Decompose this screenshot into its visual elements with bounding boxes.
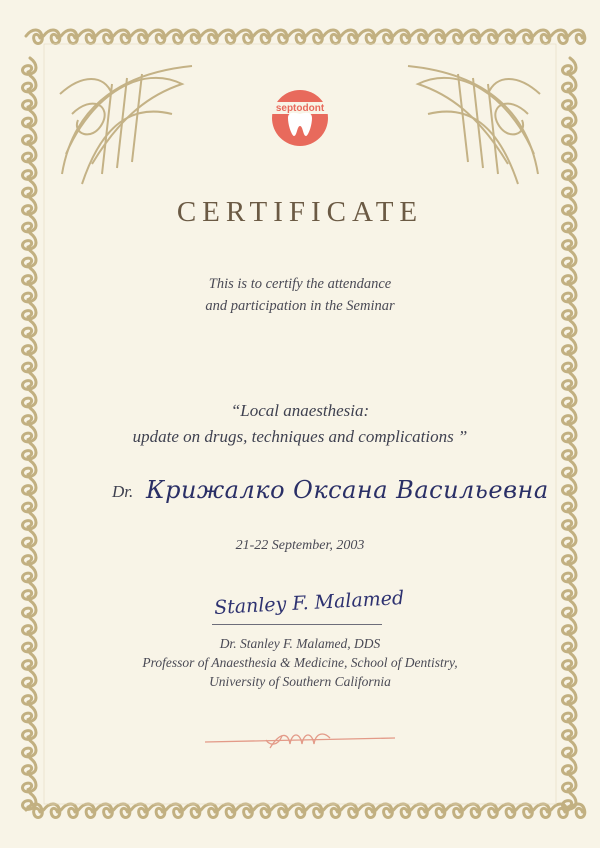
border-knot [236, 30, 252, 43]
border-knot [23, 741, 36, 757]
border-knot [201, 804, 217, 817]
border-knot [429, 804, 445, 817]
border-knot [23, 146, 36, 162]
border-knot [23, 356, 36, 372]
border-knot [23, 706, 36, 722]
border-knot [23, 163, 36, 179]
border-knot [254, 804, 270, 817]
border-knot [23, 793, 36, 809]
border-knot [464, 804, 480, 817]
signer-university: University of Southern California [209, 674, 391, 689]
border-knot [271, 30, 287, 43]
border-knot [184, 804, 200, 817]
border-knot [23, 583, 36, 599]
border-knot [271, 804, 287, 817]
recipient-name: Крижалко Оксана Васильевна [146, 476, 549, 504]
handwritten-signature: Stanley F. Malamed [213, 587, 405, 619]
border-knot [219, 30, 235, 43]
border-knot [23, 723, 36, 739]
border-knot [23, 478, 36, 494]
seminar-line: update on drugs, techniques and complications ” [132, 427, 468, 446]
border-knot [306, 804, 322, 817]
certificate-title: CERTIFICATE [176, 196, 424, 228]
border-knot [563, 601, 576, 617]
border-knot [563, 338, 576, 354]
border-knot [149, 30, 165, 43]
border-knot [563, 356, 576, 372]
border-knot [23, 618, 36, 634]
border-knot [563, 251, 576, 267]
border-knot [563, 793, 576, 809]
border-knot [394, 804, 410, 817]
border-knot [23, 128, 36, 144]
border-knot [563, 461, 576, 477]
border-knot [464, 30, 480, 43]
border-knot [341, 30, 357, 43]
border-knot [324, 30, 340, 43]
border-knot [563, 233, 576, 249]
certify-line: This is to certify the attendance [208, 276, 392, 292]
border-knot [551, 804, 567, 817]
border-knot [184, 30, 200, 43]
border-knot [534, 30, 550, 43]
signer-title: Professor of Anaesthesia & Medicine, School of Dentistry, [142, 655, 458, 670]
border-knot [166, 30, 182, 43]
border-knot [236, 804, 252, 817]
border-knot [96, 804, 112, 817]
border-knot [563, 513, 576, 529]
border-knot [23, 566, 36, 582]
border-knot [219, 804, 235, 817]
border-knot [23, 496, 36, 512]
certify-statement [0, 273, 600, 317]
border-knot [23, 321, 36, 337]
seminar-title [0, 398, 600, 450]
border-knot [563, 321, 576, 337]
border-knot [563, 496, 576, 512]
border-knot [411, 30, 427, 43]
border-knot [563, 566, 576, 582]
border-knot [516, 30, 532, 43]
border-knot [563, 181, 576, 197]
border-knot [394, 30, 410, 43]
border-knot [23, 233, 36, 249]
border-knot [23, 338, 36, 354]
border-knot [23, 251, 36, 267]
border-knot [23, 181, 36, 197]
border-knot [481, 804, 497, 817]
border-knot [324, 804, 340, 817]
border-knot [411, 804, 427, 817]
certify-line: and participation in the Seminar [205, 298, 395, 314]
border-knot [481, 30, 497, 43]
border-knot [289, 30, 305, 43]
border-knot [23, 76, 36, 92]
septodont-logo [266, 80, 334, 148]
border-knot [61, 30, 77, 43]
border-knot [26, 30, 42, 43]
border-knot [376, 804, 392, 817]
border-knot [563, 583, 576, 599]
bottom-flourish [200, 728, 400, 752]
border-knot [254, 30, 270, 43]
border-knot [44, 30, 60, 43]
border-knot [376, 30, 392, 43]
border-knot [166, 804, 182, 817]
border-knot [23, 513, 36, 529]
border-knot [289, 804, 305, 817]
border-knot [563, 76, 576, 92]
border-knot [563, 163, 576, 179]
border-knot [131, 804, 147, 817]
border-knot [23, 58, 36, 74]
border-knot [563, 373, 576, 389]
border-knot [131, 30, 147, 43]
left-corner-ornament [52, 54, 202, 194]
border-knot [61, 804, 77, 817]
border-knot [23, 93, 36, 109]
border-knot [114, 30, 130, 43]
signer-name: Dr. Stanley F. Malamed, DDS [219, 636, 381, 651]
border-knot [563, 111, 576, 127]
border-knot [114, 804, 130, 817]
border-knot [23, 758, 36, 774]
seminar-date: 21-22 September, 2003 [235, 538, 365, 553]
border-knot [534, 804, 550, 817]
border-knot [359, 804, 375, 817]
recipient-prefix: Dr. [112, 482, 134, 501]
border-knot [563, 58, 576, 74]
logo-text: septodont [275, 103, 325, 114]
signature-line [212, 624, 382, 625]
border-knot [563, 723, 576, 739]
border-knot [499, 30, 515, 43]
border-knot [149, 804, 165, 817]
right-corner-ornament [398, 54, 548, 194]
recipient-line [112, 478, 562, 518]
border-knot [563, 758, 576, 774]
border-knot [96, 30, 112, 43]
border-knot [79, 804, 95, 817]
border-knot [446, 30, 462, 43]
border-knot [563, 478, 576, 494]
border-knot [341, 804, 357, 817]
border-knot [79, 30, 95, 43]
border-knot [563, 146, 576, 162]
border-knot [23, 601, 36, 617]
border-knot [23, 461, 36, 477]
border-knot [563, 776, 576, 792]
border-knot [446, 804, 462, 817]
border-knot [563, 741, 576, 757]
border-knot [516, 804, 532, 817]
border-knot [201, 30, 217, 43]
border-knot [563, 128, 576, 144]
border-knot [569, 30, 585, 43]
seminar-line: “Local anaesthesia: [230, 401, 370, 420]
border-knot [44, 804, 60, 817]
border-knot [23, 373, 36, 389]
border-knot [563, 93, 576, 109]
border-knot [23, 776, 36, 792]
border-knot [551, 30, 567, 43]
border-knot [306, 30, 322, 43]
border-knot [429, 30, 445, 43]
signer-block [0, 634, 600, 691]
border-knot [563, 706, 576, 722]
border-knot [563, 618, 576, 634]
border-knot [23, 111, 36, 127]
border-knot [359, 30, 375, 43]
border-knot [499, 804, 515, 817]
